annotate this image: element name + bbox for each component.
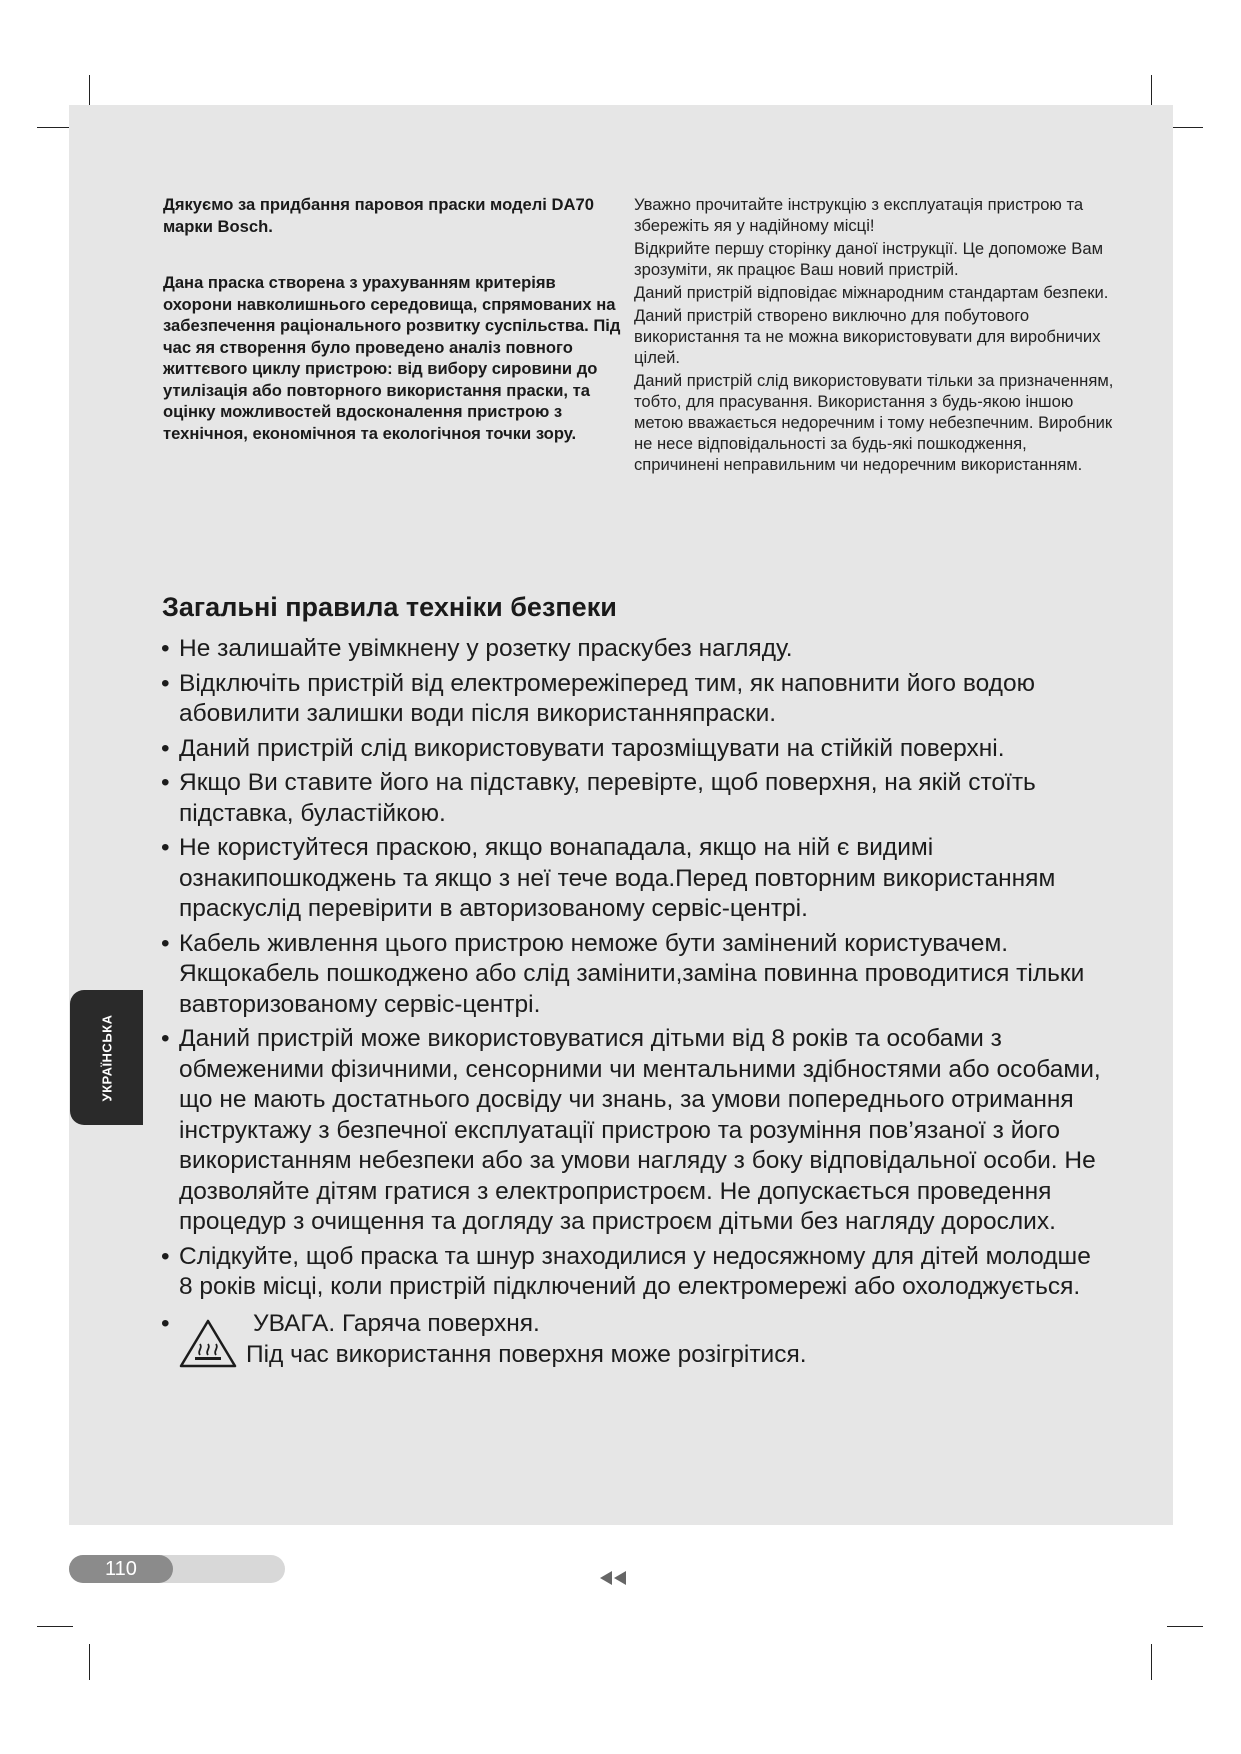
back-arrows-icon xyxy=(600,1570,630,1586)
list-item xyxy=(161,1242,1101,1303)
rule-text: Слідкуйте, щоб праска та шнур знаходилися у недосяжному для дітей молодше 8 років місці, коли пристрій підключений до електромережі або охолоджується. xyxy=(179,1242,1091,1300)
rule-text: Кабель живлення цього пристрою неможе бути замінений користувачем. Якщокабель пошкоджено або слід замінити,заміна повинна проводитися тільки вавторизованому сервіс-центрі. xyxy=(179,929,1085,1018)
crop-mark xyxy=(37,127,73,128)
language-tab-label: УКРАЇНСЬКА xyxy=(99,1014,114,1101)
rule-text: Даний пристрій слід використовувати тарозміщувати на стійкій поверхні. xyxy=(179,734,1005,762)
warning-title: УВАГА. Гаряча поверхня. xyxy=(253,1309,540,1337)
intro-eco: Дана праска створена з урахуванням критеріяв охорони навколишнього середовища, спрямованих на забезпечення раціонального розвитку суспільства. Під час яя створення було проведено аналіз повного життєвого циклу пристрою: від вибору сировини до утилізація або повторного використання праски, та оцінку можливостей вдосконалення пристрою з технічноя, економічноя та екологічноя точки зору. xyxy=(163,273,621,443)
bullet: • xyxy=(161,635,170,662)
list-item xyxy=(161,634,1101,665)
bullet: • xyxy=(161,929,170,957)
list-item xyxy=(161,768,1101,829)
bullet: • xyxy=(161,1242,170,1270)
intro-thanks: Дякуємо за придбання паровоя праски моделі DA70 марки Bosch. xyxy=(163,195,594,236)
list-item xyxy=(161,1024,1101,1238)
list-item xyxy=(161,734,1101,765)
bullet: • xyxy=(161,1309,170,1337)
crop-mark xyxy=(89,1644,90,1680)
language-tab xyxy=(70,990,143,1125)
intro-paragraph: Даний пристрій відповідає міжнародним стандартам безпеки. xyxy=(634,283,1109,302)
safety-rules-list xyxy=(161,634,1101,1379)
intro-paragraph: Уважно прочитайте інструкцію з експлуатація пристрою та збережіть яя у надійному місці! xyxy=(634,195,1084,235)
bullet: • xyxy=(161,1025,170,1052)
bullet: • xyxy=(161,734,170,762)
bullet: • xyxy=(161,669,170,697)
crop-mark xyxy=(1151,1644,1152,1680)
rule-text: Не користуйтеся праскою, якщо вонападала, якщо на ній є видимі ознакипошкоджень та якщо з неї тече вода.Перед повторним використанням праскуслід перевірити в авторизованому сервіс-центрі. xyxy=(179,834,1056,922)
bullet: • xyxy=(161,769,170,796)
page-number: 110 xyxy=(69,1555,173,1583)
bullet: • xyxy=(161,834,170,861)
intro-paragraph: Відкрийте першу сторінку даної інструкції. Це допоможе Вам зрозуміти, як працює Ваш новий пристрій. xyxy=(634,239,1103,279)
list-item xyxy=(161,669,1101,730)
crop-mark xyxy=(1167,1626,1203,1627)
intro-paragraph: Даний пристрій створено виключно для побутового використання та не можна використовувати для виробничих цілей. xyxy=(634,306,1101,367)
crop-mark xyxy=(37,1626,73,1627)
list-item xyxy=(161,833,1101,925)
hot-surface-warning xyxy=(161,1309,1101,1379)
rule-text: Не залишайте увімкнену у розетку праскубез нагляду. xyxy=(179,635,793,662)
warning-text: Під час використання поверхня може розігрітися. xyxy=(246,1340,807,1368)
hot-surface-warning-icon xyxy=(179,1319,237,1369)
intro-paragraph: Даний пристрій слід використовувати тільки за призначенням, тобто, для прасування. Використання з будь-якою іншою метою вважається недоречним і тому небезпечним. Виробник не несе відповідальності за будь-які пошкодження, спричинені неправильним чи недоречним використанням. xyxy=(634,371,1114,474)
rule-text: Якщо Ви ставите його на підставку, перевірте, щоб поверхня, на якій стоїть підставка, буластійкою. xyxy=(179,769,1036,827)
section-heading: Загальні правила техніки безпеки xyxy=(162,592,617,622)
rule-text: Відключіть пристрій від електромережіперед тим, як наповнити його водою абовилити залишки води після використанняпраски. xyxy=(179,669,1035,727)
list-item xyxy=(161,929,1101,1021)
rule-text: Даний пристрій може використовуватися дітьми від 8 років та особами з обмеженими фізичними, сенсорними чи ментальними здібностями або особами, що не мають достатнього досвіду чи знань, за умови попереднього отримання інструктажу з безпечної експлуатації пристрою та розуміння пов’язаної з його використанням небезпеки або за умови нагляду з боку відповідальної особи. Не дозволяйте дітям гратися з електропристроєм. Не допускається проведення процедур з очищення та догляду за пристроєм дітьми без нагляду дорослих. xyxy=(179,1025,1101,1235)
intro-instructions xyxy=(634,194,1114,477)
